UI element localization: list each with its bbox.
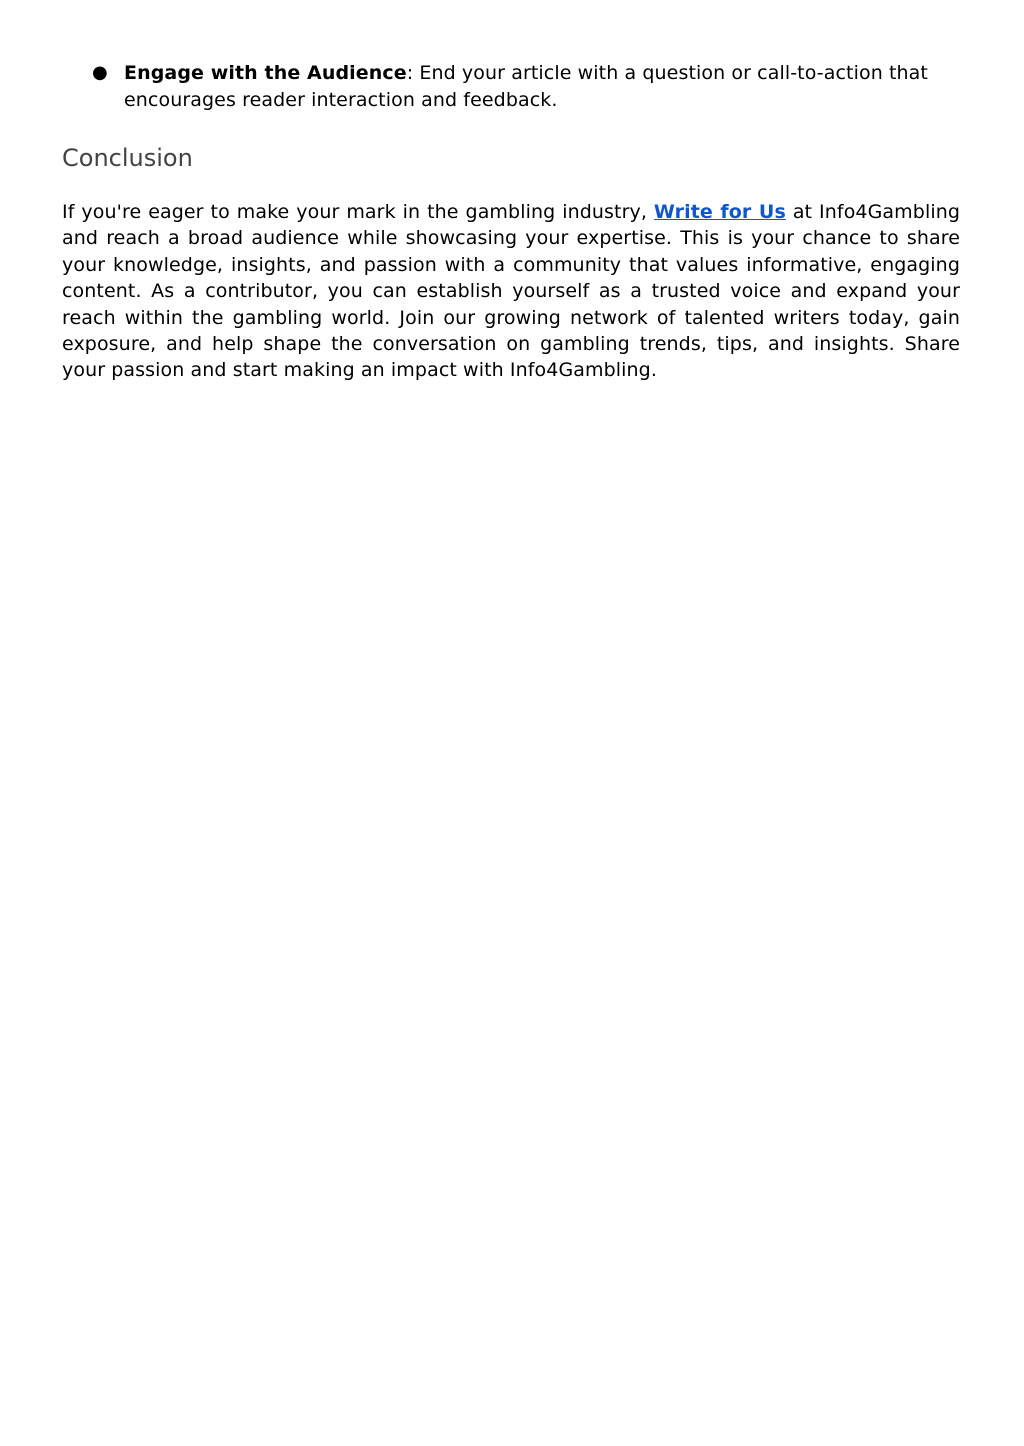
bullet-dot-icon: ●: [92, 62, 108, 83]
conclusion-text-before-link: If you're eager to make your mark in the gambling industry,: [62, 201, 654, 223]
bullet-text: End your article with a question or call-to-action that encourages reader interaction and feedback.: [124, 62, 928, 111]
conclusion-heading: Conclusion: [62, 144, 193, 172]
conclusion-text-after-link: at Info4Gambling and reach a broad audience while showcasing your expertise. This is your chance to share your knowledge, insights, and passion with a community that values informative, engaging content. As a contributor, you can establish yourself as a trusted voice and expand your reach within the gambling world. Join our growing network of talented writers today, gain exposure, and help shape the conversation on gambling trends, tips, and insights. Share your passion and start making an impact with Info4Gambling.: [62, 201, 960, 382]
list-item: [62, 60, 960, 113]
conclusion-paragraph: [62, 199, 960, 384]
document-page: [62, 60, 960, 384]
write-for-us-link[interactable]: Write for Us: [653, 201, 786, 223]
bullet-list: [62, 60, 960, 113]
bullet-separator: :: [406, 62, 414, 84]
bullet-term: Engage with the Audience: [124, 62, 407, 84]
